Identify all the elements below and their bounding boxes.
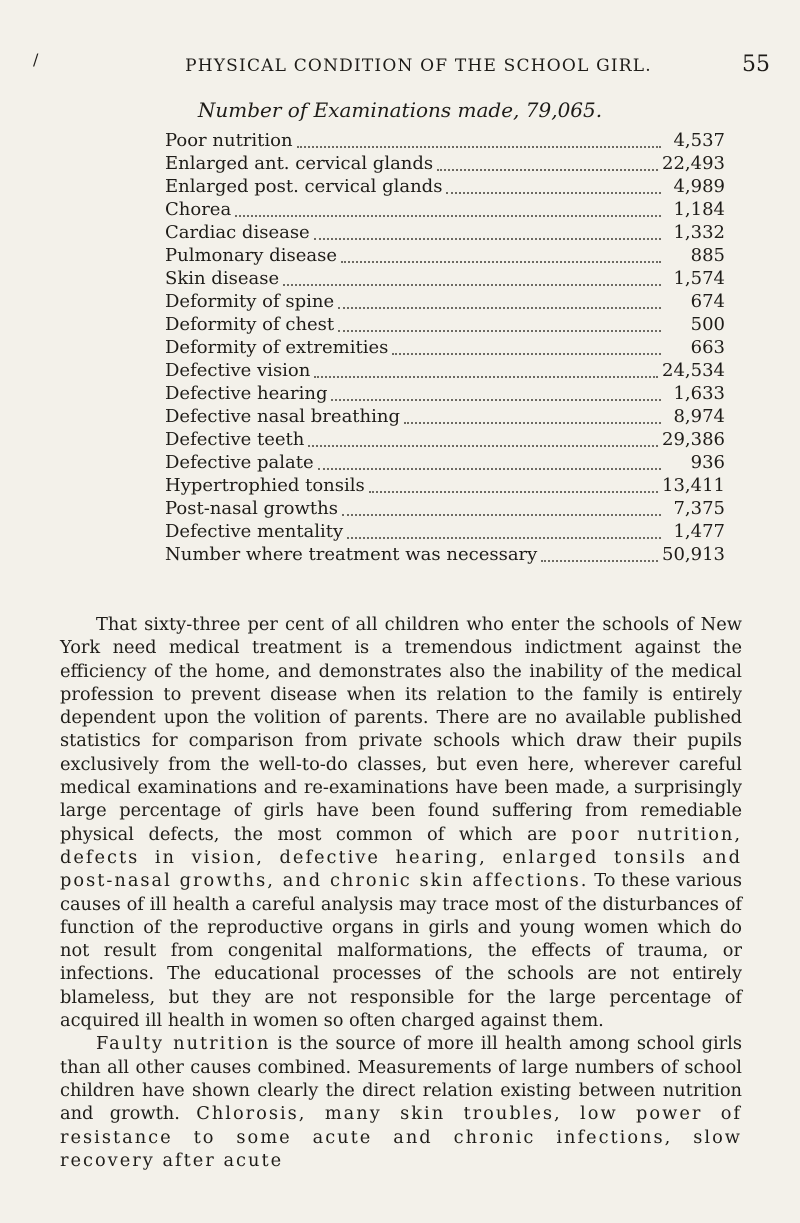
row-label: Poor nutrition: [165, 130, 293, 151]
row-label: Defective mentality: [165, 521, 344, 542]
dot-leader: [342, 514, 661, 516]
row-value: 22,493: [662, 153, 725, 174]
dot-leader: [437, 169, 658, 171]
table-row: [165, 544, 725, 567]
row-label: Enlarged post. cervical glands: [165, 176, 443, 197]
row-label: Enlarged ant. cervical glands: [165, 153, 434, 174]
row-label: Chorea: [165, 199, 232, 220]
dot-leader: [369, 491, 658, 493]
dot-leader: [347, 537, 661, 539]
row-value: 24,534: [662, 360, 725, 381]
row-label: Deformity of chest: [165, 314, 335, 335]
table-row: [165, 337, 725, 360]
table-row: [165, 475, 725, 498]
page-header: [33, 50, 770, 77]
dot-leader: [338, 307, 661, 309]
table-row: [165, 429, 725, 452]
row-label: Skin disease: [165, 268, 280, 289]
row-value: 50,913: [662, 544, 725, 565]
row-value: 29,386: [662, 429, 725, 450]
emphasis-text: poor nutrition, defects in vision, defective hearing, enlarged tonsils and post-nasal growths, and chronic skin affections.: [60, 823, 743, 892]
row-label: Defective nasal breathing: [165, 406, 400, 427]
table-row: [165, 452, 725, 475]
row-value: 4,537: [673, 130, 725, 151]
row-label: Deformity of extremities: [165, 337, 389, 358]
dot-leader: [297, 146, 661, 148]
margin-mark: /: [33, 50, 40, 69]
body-text: [60, 613, 742, 1172]
paragraph: [60, 613, 742, 1032]
row-value: 1,332: [673, 222, 725, 243]
examination-table: [165, 130, 725, 567]
table-row: [165, 498, 725, 521]
table-row: [165, 245, 725, 268]
row-value: 936: [690, 452, 725, 473]
table-row: [165, 360, 725, 383]
table-row: [165, 199, 725, 222]
table-row: [165, 153, 725, 176]
dot-leader: [541, 560, 658, 562]
row-value: 1,477: [673, 521, 725, 542]
row-label: Deformity of spine: [165, 291, 335, 312]
table-row: [165, 406, 725, 429]
dot-leader: [314, 376, 658, 378]
row-label: Post-nasal growths: [165, 498, 338, 519]
dot-leader: [318, 468, 661, 470]
page-number: 55: [742, 52, 770, 77]
row-value: 1,574: [673, 268, 725, 289]
row-value: 8,974: [673, 406, 725, 427]
dot-leader: [446, 192, 661, 194]
table-row: [165, 521, 725, 544]
row-value: 674: [690, 291, 725, 312]
dot-leader: [404, 422, 661, 424]
dot-leader: [235, 215, 661, 217]
dot-leader: [283, 284, 661, 286]
emphasis-text: Chlorosis, many skin troubles, low power of resistance to some acute and chronic infections, slow recovery after acute: [60, 1103, 742, 1171]
table-title: Number of Examinations made, 79,065.: [197, 98, 603, 122]
table-row: [165, 314, 725, 337]
table-row: [165, 222, 725, 245]
row-value: 885: [690, 245, 725, 266]
row-value: 4,989: [673, 176, 725, 197]
dot-leader: [331, 399, 661, 401]
table-row: [165, 130, 725, 153]
row-label: Defective hearing: [165, 383, 328, 404]
row-label: Hypertrophied tonsils: [165, 475, 365, 496]
dot-leader: [338, 330, 661, 332]
row-value: 500: [690, 314, 725, 335]
row-value: 663: [690, 337, 725, 358]
row-label: Number where treatment was necessary: [165, 544, 538, 565]
row-value: 7,375: [673, 498, 725, 519]
row-value: 1,184: [673, 199, 725, 220]
dot-leader: [308, 445, 658, 447]
table-row: [165, 383, 725, 406]
paragraph: [60, 1032, 742, 1172]
paragraph-text: To these various causes of ill health a careful analysis may trace most of the disturbances of function of the reproductive organs in girls and young women which do not result from congenital malformations, the effects of trauma, or infections. The educational processes of the schools are not entirely blameless, but they are not responsible for the large percentage of acquired ill health in women so often charged against them.: [60, 870, 742, 1032]
emphasis-text: Faulty nutrition: [96, 1033, 271, 1055]
paragraph-text: That sixty-three per cent of all children who enter the schools of New York need medical treatment is a tremendous indictment against the efficiency of the home, and demonstrates also the inability of the medical profession to prevent disease when its relation to the family is entirely dependent upon the volition of parents. There are no available published statistics for comparison from private schools which draw their pupils exclusively from the well-to-do classes, but even here, wherever careful medical examinations and re-examinations have been made, a surprisingly large percentage of girls have been found suffering from remediable physical defects, the most common of which are: [60, 614, 742, 845]
table-row: [165, 176, 725, 199]
dot-leader: [314, 238, 661, 240]
row-value: 13,411: [662, 475, 725, 496]
table-row: [165, 268, 725, 291]
table-row: [165, 291, 725, 314]
dot-leader: [341, 261, 661, 263]
running-head: PHYSICAL CONDITION OF THE SCHOOL GIRL.: [185, 56, 652, 76]
row-label: Cardiac disease: [165, 222, 310, 243]
row-label: Defective palate: [165, 452, 314, 473]
paragraph-text: is the source of more ill health among school girls than all other causes combined. Measurements of large numbers of school children have shown clearly the direct relation existing between nutrition and growth.: [60, 1033, 742, 1125]
row-value: 1,633: [673, 383, 725, 404]
row-label: Pulmonary disease: [165, 245, 337, 266]
row-label: Defective teeth: [165, 429, 305, 450]
row-label: Defective vision: [165, 360, 311, 381]
dot-leader: [392, 353, 661, 355]
